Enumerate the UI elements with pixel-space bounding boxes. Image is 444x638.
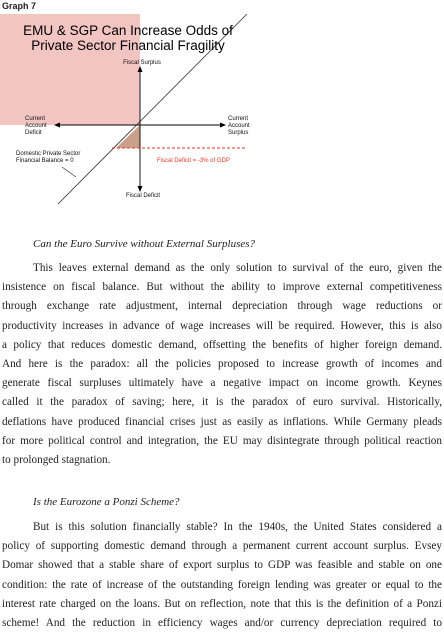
paragraph-line: deflations have produced financial crises just as easily as inflations. While Germany pleads [2,415,442,428]
paragraph-euro-survival [2,259,442,470]
ca-surplus-label-1: Current [228,116,249,122]
paragraph-line: productivity increases in advance of wage increases will be required. However, this is also [2,319,442,332]
sectoral-balance-diagram [0,14,260,204]
paragraph-line: And here is the paradox: all the policies proposed to increase growth of incomes and [2,358,442,371]
fiscal-deficit-limit-label: Fiscal Deficit = -3% of GDP [157,158,230,164]
paragraph-line: But is this solution financially stable? In the 1940s, the United States considered a [33,521,442,533]
paragraph-line: This leaves external demand as the only solution to survival of the euro, given the [33,262,442,274]
section-heading-euro-survive: Can the Euro Survive without External Surpluses? [33,238,256,250]
paragraph-ponzi-scheme [2,518,442,633]
fiscal-surplus-label: Fiscal Surplus [123,60,161,66]
paragraph-line: insistence on fiscal balance. But without the ability to improve external competitiveness [2,281,442,294]
paragraph-line: for more political control and integration, the EU may disintegrate through political reaction [2,434,442,447]
ca-deficit-label-1: Current [25,116,46,122]
paragraph-line: condition: the rate of increase of the outstanding foreign lending was greater or equal to the [2,578,442,591]
paragraph-line: a policy that reduces domestic demand, offsetting the benefits of higher foreign demand. [2,338,442,351]
section-heading-ponzi: Is the Eurozone a Ponzi Scheme? [33,496,180,508]
ca-surplus-label-2: Account [228,123,250,129]
ca-surplus-label-3: Surplus [228,130,249,136]
paragraph-line: Domar showed that a stable share of export surplus to GDP was feasible and stable on one [2,559,442,572]
paragraph-line: to prolonged stagnation. [2,454,111,467]
paragraph-line: interest rate charged on the loans. But on reflection, note that this is the definition of a Ponzi [2,597,442,610]
graph-label: Graph 7 [2,1,37,11]
paragraph-line: generate fiscal surpluses ultimately have a negative impact on income growth. Keynes [2,377,442,390]
arrow-down [138,186,143,192]
fiscal-deficit-label: Fiscal Deficit [125,193,161,199]
ca-deficit-label-2: Account [25,123,47,129]
chart-title-line2: Private Sector Financial Fragility [31,38,225,53]
paragraph-line: through exchange rate adjustment, internal depreciation through wage reductions or [2,300,442,313]
paragraph-line: scheme! And the reduction in efficiency wages and/or currency depreciation required to [2,617,442,630]
arrow-right [220,123,226,128]
dpsfb-pointer [62,167,76,177]
shaded-triangle [116,125,140,148]
dpsfb-label-2: Financial Balance = 0 [16,158,74,164]
ca-deficit-label-3: Deficit [25,130,42,136]
paragraph-line: policy of supporting domestic demand through a permanent current account surplus. Evsey [2,540,442,553]
dpsfb-label-1: Domestic Private Sector [16,151,81,157]
paragraph-line: called it the paradox of saving; here, it is the paradox of euro survival. Historically, [2,396,442,409]
chart-title-line1: EMU & SGP Can Increase Odds of [23,23,233,38]
